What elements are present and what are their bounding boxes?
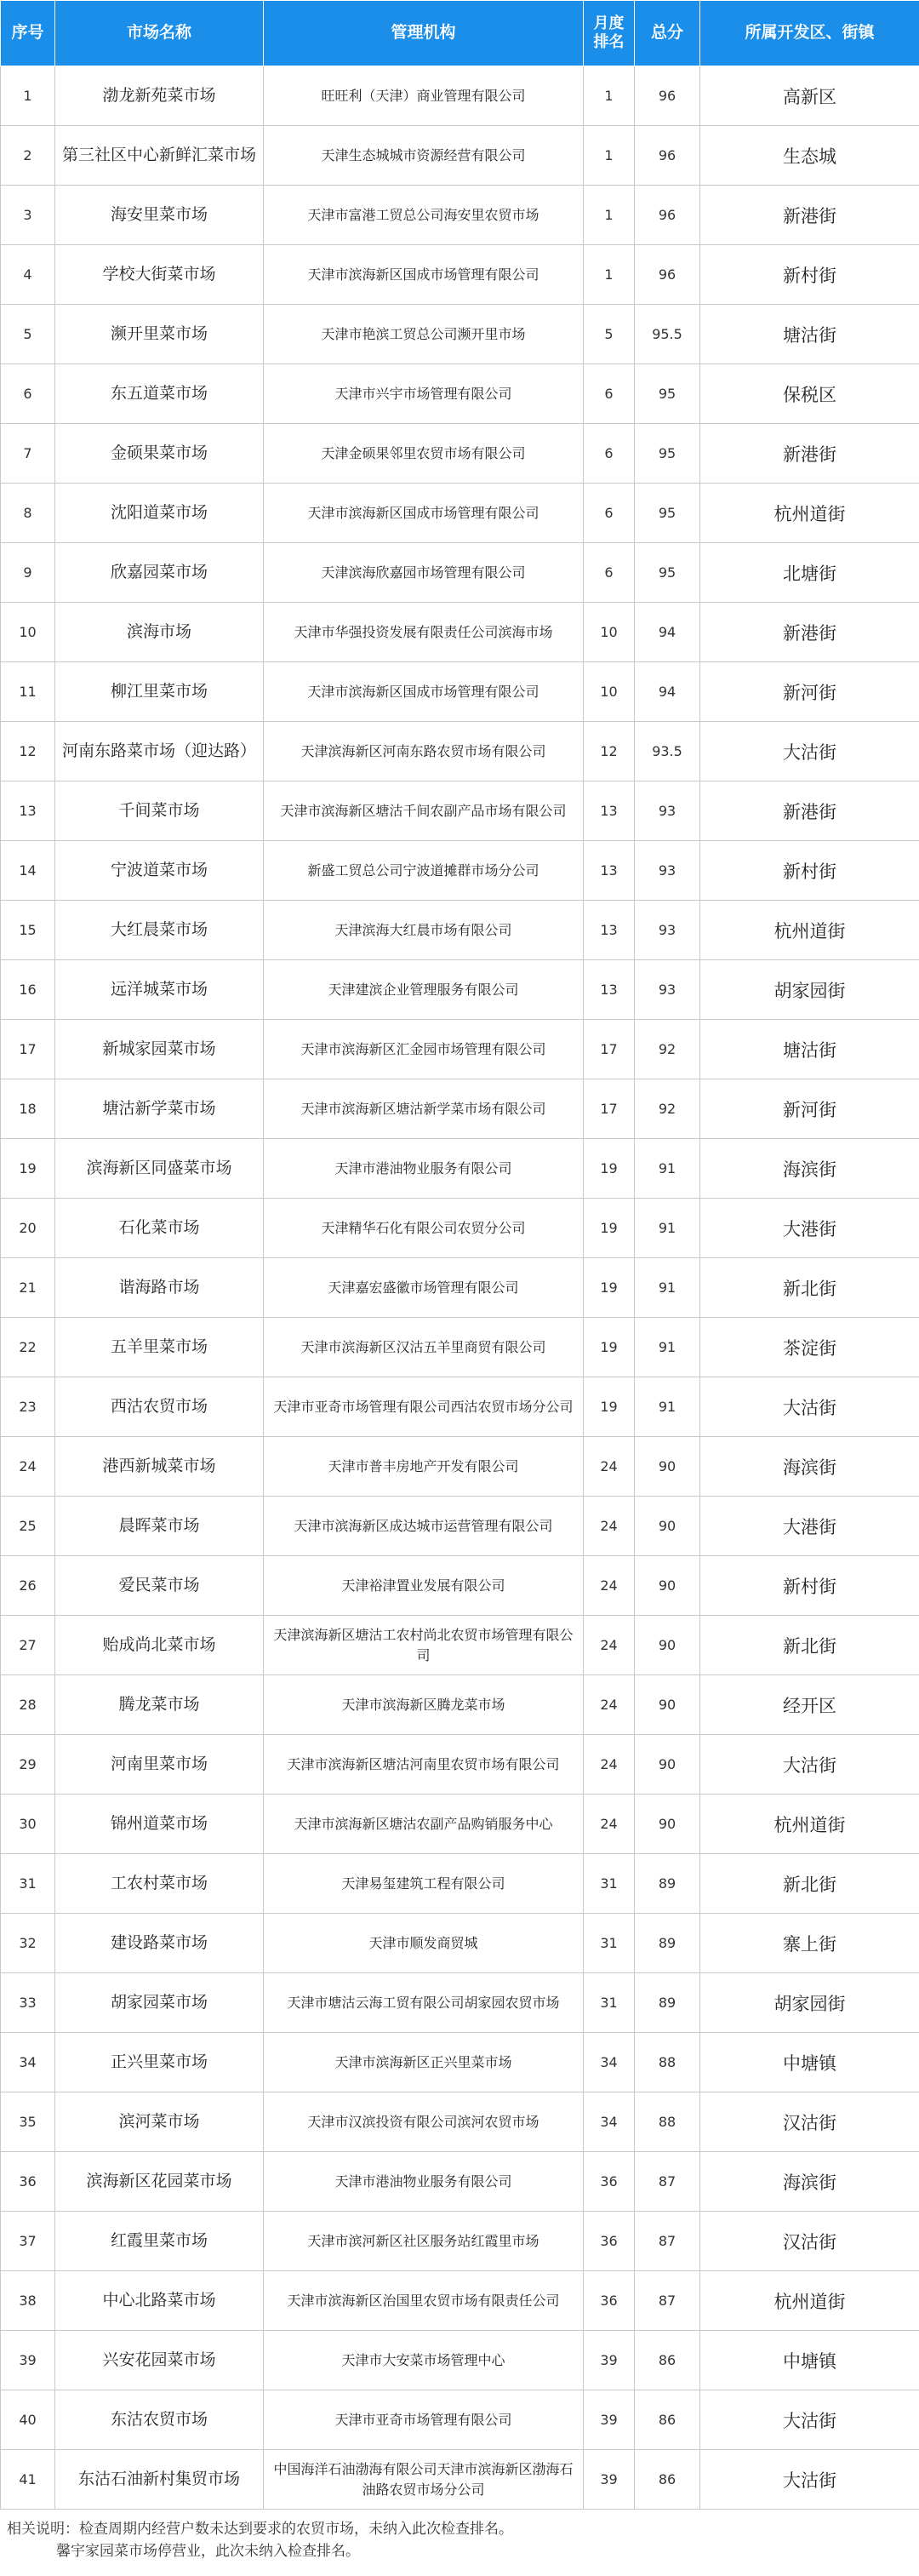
cell-market: 柳江里菜市场 (55, 662, 264, 722)
header-org: 管理机构 (264, 1, 584, 66)
cell-seq: 33 (1, 1973, 55, 2033)
cell-seq: 16 (1, 960, 55, 1020)
cell-seq: 7 (1, 424, 55, 484)
cell-month-rank: 17 (584, 1020, 635, 1079)
cell-district: 新港街 (700, 781, 919, 841)
cell-org: 天津市富港工贸总公司海安里农贸市场 (264, 186, 584, 245)
cell-score: 86 (635, 2331, 700, 2390)
cell-month-rank: 24 (584, 1497, 635, 1556)
cell-seq: 39 (1, 2331, 55, 2390)
cell-market: 滨海市场 (55, 603, 264, 662)
cell-district: 中塘镇 (700, 2331, 919, 2390)
cell-org: 天津市艳滨工贸总公司濒开里市场 (264, 305, 584, 364)
cell-score: 93 (635, 841, 700, 901)
cell-score: 96 (635, 186, 700, 245)
cell-district: 杭州道街 (700, 901, 919, 960)
cell-score: 91 (635, 1318, 700, 1377)
cell-district: 新村街 (700, 1556, 919, 1616)
table-row (1, 484, 919, 543)
cell-month-rank: 36 (584, 2212, 635, 2271)
cell-score: 89 (635, 1973, 700, 2033)
cell-district: 杭州道街 (700, 1795, 919, 1854)
header-seq: 序号 (1, 1, 55, 66)
cell-org: 天津嘉宏盛徽市场管理有限公司 (264, 1258, 584, 1318)
table-row (1, 1318, 919, 1377)
cell-seq: 38 (1, 2271, 55, 2331)
cell-org: 天津市滨海新区治国里农贸市场有限责任公司 (264, 2271, 584, 2331)
cell-month-rank: 13 (584, 901, 635, 960)
cell-market: 河南里菜市场 (55, 1735, 264, 1795)
cell-month-rank: 34 (584, 2092, 635, 2152)
cell-seq: 14 (1, 841, 55, 901)
cell-market: 金硕果菜市场 (55, 424, 264, 484)
table-row (1, 245, 919, 305)
table-row (1, 1079, 919, 1139)
cell-org: 天津市塘沽云海工贸有限公司胡家园农贸市场 (264, 1973, 584, 2033)
cell-score: 90 (635, 1616, 700, 1675)
cell-seq: 12 (1, 722, 55, 781)
table-row (1, 543, 919, 603)
cell-district: 经开区 (700, 1675, 919, 1735)
cell-seq: 1 (1, 66, 55, 126)
cell-market: 滨河菜市场 (55, 2092, 264, 2152)
cell-district: 海滨街 (700, 1437, 919, 1497)
cell-score: 95 (635, 484, 700, 543)
cell-seq: 35 (1, 2092, 55, 2152)
cell-month-rank: 10 (584, 662, 635, 722)
cell-score: 95.5 (635, 305, 700, 364)
cell-score: 89 (635, 1914, 700, 1973)
cell-market: 海安里菜市场 (55, 186, 264, 245)
table-row (1, 1556, 919, 1616)
cell-month-rank: 10 (584, 603, 635, 662)
cell-score: 87 (635, 2212, 700, 2271)
cell-month-rank: 19 (584, 1377, 635, 1437)
cell-org: 天津市滨海新区塘沽新学菜市场有限公司 (264, 1079, 584, 1139)
cell-market: 谐海路市场 (55, 1258, 264, 1318)
cell-seq: 32 (1, 1914, 55, 1973)
notes (0, 2510, 919, 2563)
cell-org: 天津滨海新区河南东路农贸市场有限公司 (264, 722, 584, 781)
cell-month-rank: 1 (584, 126, 635, 186)
cell-org: 天津市港油物业服务有限公司 (264, 2152, 584, 2212)
cell-month-rank: 34 (584, 2033, 635, 2092)
cell-seq: 25 (1, 1497, 55, 1556)
cell-month-rank: 13 (584, 960, 635, 1020)
cell-score: 88 (635, 2033, 700, 2092)
header-district: 所属开发区、街镇 (700, 1, 919, 66)
cell-seq: 15 (1, 901, 55, 960)
cell-month-rank: 24 (584, 1675, 635, 1735)
table-row (1, 2271, 919, 2331)
table-row (1, 1139, 919, 1199)
cell-seq: 29 (1, 1735, 55, 1795)
cell-month-rank: 39 (584, 2331, 635, 2390)
cell-district: 新河街 (700, 1079, 919, 1139)
table-row (1, 662, 919, 722)
cell-district: 北塘街 (700, 543, 919, 603)
table-row (1, 1914, 919, 1973)
cell-month-rank: 31 (584, 1914, 635, 1973)
cell-market: 第三社区中心新鲜汇菜市场 (55, 126, 264, 186)
cell-district: 胡家园街 (700, 960, 919, 1020)
cell-score: 95 (635, 424, 700, 484)
cell-score: 91 (635, 1139, 700, 1199)
cell-district: 新港街 (700, 186, 919, 245)
cell-month-rank: 1 (584, 186, 635, 245)
cell-district: 新村街 (700, 841, 919, 901)
cell-score: 90 (635, 1795, 700, 1854)
cell-district: 新北街 (700, 1854, 919, 1914)
table-row (1, 1258, 919, 1318)
cell-org: 天津市滨海新区国成市场管理有限公司 (264, 484, 584, 543)
cell-month-rank: 19 (584, 1318, 635, 1377)
table-row (1, 424, 919, 484)
cell-org: 天津市滨河新区社区服务站红霞里市场 (264, 2212, 584, 2271)
table-row (1, 1437, 919, 1497)
cell-score: 86 (635, 2450, 700, 2510)
cell-seq: 37 (1, 2212, 55, 2271)
cell-score: 90 (635, 1437, 700, 1497)
cell-score: 94 (635, 662, 700, 722)
cell-seq: 8 (1, 484, 55, 543)
cell-org: 天津裕津置业发展有限公司 (264, 1556, 584, 1616)
header-month-rank: 月度排名 (584, 1, 635, 66)
cell-market: 晨晖菜市场 (55, 1497, 264, 1556)
cell-district: 海滨街 (700, 1139, 919, 1199)
cell-seq: 24 (1, 1437, 55, 1497)
cell-score: 96 (635, 245, 700, 305)
cell-month-rank: 19 (584, 1258, 635, 1318)
note-line-2: 馨宇家园菜市场停营业，此次未纳入检查排名。 (56, 2543, 360, 2561)
cell-score: 89 (635, 1854, 700, 1914)
cell-month-rank: 24 (584, 1437, 635, 1497)
note-line-1: 相关说明：检查周期内经营户数未达到要求的农贸市场，未纳入此次检查排名。 (7, 2521, 513, 2538)
table-row (1, 305, 919, 364)
cell-market: 红霞里菜市场 (55, 2212, 264, 2271)
cell-district: 大港街 (700, 1497, 919, 1556)
cell-market: 学校大街菜市场 (55, 245, 264, 305)
cell-score: 93 (635, 781, 700, 841)
cell-org: 天津建滨企业管理服务有限公司 (264, 960, 584, 1020)
cell-market: 东五道菜市场 (55, 364, 264, 424)
table-row (1, 1675, 919, 1735)
cell-org: 天津市港油物业服务有限公司 (264, 1139, 584, 1199)
cell-month-rank: 13 (584, 781, 635, 841)
cell-district: 新河街 (700, 662, 919, 722)
cell-org: 天津市华强投资发展有限责任公司滨海市场 (264, 603, 584, 662)
cell-market: 腾龙菜市场 (55, 1675, 264, 1735)
table-row (1, 126, 919, 186)
cell-month-rank: 13 (584, 841, 635, 901)
cell-org: 天津市滨海新区正兴里菜市场 (264, 2033, 584, 2092)
cell-org: 天津市滨海新区国成市场管理有限公司 (264, 245, 584, 305)
cell-seq: 4 (1, 245, 55, 305)
cell-market: 贻成尚北菜市场 (55, 1616, 264, 1675)
cell-market: 大红晨菜市场 (55, 901, 264, 960)
cell-month-rank: 1 (584, 66, 635, 126)
cell-org: 天津市顺发商贸城 (264, 1914, 584, 1973)
cell-seq: 40 (1, 2390, 55, 2450)
cell-org: 天津市大安菜市场管理中心 (264, 2331, 584, 2390)
table-row (1, 1199, 919, 1258)
table-row (1, 1497, 919, 1556)
cell-seq: 5 (1, 305, 55, 364)
table-row (1, 2033, 919, 2092)
cell-org: 新盛工贸总公司宁波道摊群市场分公司 (264, 841, 584, 901)
cell-district: 海滨街 (700, 2152, 919, 2212)
cell-market: 港西新城菜市场 (55, 1437, 264, 1497)
cell-score: 91 (635, 1377, 700, 1437)
cell-seq: 2 (1, 126, 55, 186)
cell-org: 天津滨海欣嘉园市场管理有限公司 (264, 543, 584, 603)
cell-seq: 34 (1, 2033, 55, 2092)
cell-month-rank: 24 (584, 1556, 635, 1616)
table-row (1, 1616, 919, 1675)
cell-org: 天津市亚奇市场管理有限公司西沽农贸市场分公司 (264, 1377, 584, 1437)
cell-month-rank: 5 (584, 305, 635, 364)
cell-district: 大沽街 (700, 1377, 919, 1437)
cell-org: 天津市滨海新区成达城市运营管理有限公司 (264, 1497, 584, 1556)
table-row (1, 781, 919, 841)
cell-district: 新村街 (700, 245, 919, 305)
cell-seq: 13 (1, 781, 55, 841)
cell-month-rank: 39 (584, 2450, 635, 2510)
cell-org: 天津市普丰房地产开发有限公司 (264, 1437, 584, 1497)
cell-org: 天津市滨海新区汉沽五羊里商贸有限公司 (264, 1318, 584, 1377)
cell-score: 92 (635, 1020, 700, 1079)
cell-score: 95 (635, 364, 700, 424)
cell-score: 93.5 (635, 722, 700, 781)
table-row (1, 2212, 919, 2271)
cell-market: 正兴里菜市场 (55, 2033, 264, 2092)
table-row (1, 1973, 919, 2033)
cell-score: 86 (635, 2390, 700, 2450)
table-row (1, 1854, 919, 1914)
cell-district: 新北街 (700, 1258, 919, 1318)
cell-seq: 26 (1, 1556, 55, 1616)
table-row (1, 2331, 919, 2390)
cell-month-rank: 1 (584, 245, 635, 305)
cell-org: 天津生态城城市资源经营有限公司 (264, 126, 584, 186)
table-header-row (1, 1, 919, 66)
cell-market: 石化菜市场 (55, 1199, 264, 1258)
cell-score: 93 (635, 901, 700, 960)
cell-market: 东沽石油新村集贸市场 (55, 2450, 264, 2510)
cell-district: 中塘镇 (700, 2033, 919, 2092)
cell-org: 天津市兴宇市场管理有限公司 (264, 364, 584, 424)
cell-market: 胡家园菜市场 (55, 1973, 264, 2033)
cell-district: 塘沽街 (700, 305, 919, 364)
cell-market: 中心北路菜市场 (55, 2271, 264, 2331)
cell-score: 95 (635, 543, 700, 603)
cell-market: 宁波道菜市场 (55, 841, 264, 901)
cell-org: 天津市滨海新区塘沽千间农副产品市场有限公司 (264, 781, 584, 841)
cell-org: 天津精华石化有限公司农贸分公司 (264, 1199, 584, 1258)
cell-org: 天津滨海新区塘沽工农村尚北农贸市场管理有限公司 (264, 1616, 584, 1675)
cell-seq: 3 (1, 186, 55, 245)
header-score: 总分 (635, 1, 700, 66)
cell-month-rank: 39 (584, 2390, 635, 2450)
cell-score: 90 (635, 1556, 700, 1616)
table-row (1, 1735, 919, 1795)
cell-district: 保税区 (700, 364, 919, 424)
cell-market: 五羊里菜市场 (55, 1318, 264, 1377)
table-row (1, 1377, 919, 1437)
cell-district: 生态城 (700, 126, 919, 186)
cell-score: 88 (635, 2092, 700, 2152)
cell-market: 新城家园菜市场 (55, 1020, 264, 1079)
cell-district: 杭州道街 (700, 2271, 919, 2331)
cell-market: 建设路菜市场 (55, 1914, 264, 1973)
table-row (1, 2390, 919, 2450)
cell-district: 高新区 (700, 66, 919, 126)
cell-seq: 28 (1, 1675, 55, 1735)
cell-district: 杭州道街 (700, 484, 919, 543)
cell-market: 爱民菜市场 (55, 1556, 264, 1616)
cell-market: 河南东路菜市场（迎达路） (55, 722, 264, 781)
table-row (1, 2092, 919, 2152)
cell-district: 大沽街 (700, 1735, 919, 1795)
cell-score: 94 (635, 603, 700, 662)
cell-seq: 22 (1, 1318, 55, 1377)
cell-month-rank: 6 (584, 484, 635, 543)
cell-seq: 20 (1, 1199, 55, 1258)
cell-district: 汉沽街 (700, 2092, 919, 2152)
cell-market: 渤龙新苑菜市场 (55, 66, 264, 126)
cell-market: 远洋城菜市场 (55, 960, 264, 1020)
cell-org: 旺旺利（天津）商业管理有限公司 (264, 66, 584, 126)
cell-month-rank: 6 (584, 364, 635, 424)
table-row (1, 1020, 919, 1079)
cell-org: 天津市滨海新区腾龙菜市场 (264, 1675, 584, 1735)
cell-seq: 18 (1, 1079, 55, 1139)
cell-market: 千间菜市场 (55, 781, 264, 841)
cell-org: 天津金硕果邻里农贸市场有限公司 (264, 424, 584, 484)
cell-seq: 10 (1, 603, 55, 662)
table-row (1, 2152, 919, 2212)
cell-market: 沈阳道菜市场 (55, 484, 264, 543)
table-row (1, 841, 919, 901)
cell-score: 96 (635, 66, 700, 126)
table-row (1, 960, 919, 1020)
cell-org: 天津滨海大红晨市场有限公司 (264, 901, 584, 960)
cell-market: 塘沽新学菜市场 (55, 1079, 264, 1139)
cell-month-rank: 24 (584, 1735, 635, 1795)
table-row (1, 186, 919, 245)
cell-seq: 36 (1, 2152, 55, 2212)
cell-market: 滨海新区同盛菜市场 (55, 1139, 264, 1199)
cell-market: 东沽农贸市场 (55, 2390, 264, 2450)
cell-district: 汉沽街 (700, 2212, 919, 2271)
cell-org: 中国海洋石油渤海有限公司天津市滨海新区渤海石油路农贸市场分公司 (264, 2450, 584, 2510)
cell-seq: 6 (1, 364, 55, 424)
cell-score: 90 (635, 1735, 700, 1795)
table-row (1, 603, 919, 662)
cell-seq: 31 (1, 1854, 55, 1914)
cell-month-rank: 36 (584, 2271, 635, 2331)
cell-seq: 19 (1, 1139, 55, 1199)
cell-seq: 27 (1, 1616, 55, 1675)
cell-org: 天津市滨海新区塘沽农副产品购销服务中心 (264, 1795, 584, 1854)
table-row (1, 722, 919, 781)
cell-org: 天津市滨海新区汇金园市场管理有限公司 (264, 1020, 584, 1079)
cell-district: 寨上街 (700, 1914, 919, 1973)
cell-district: 大沽街 (700, 2450, 919, 2510)
cell-month-rank: 12 (584, 722, 635, 781)
cell-month-rank: 36 (584, 2152, 635, 2212)
cell-district: 茶淀街 (700, 1318, 919, 1377)
table-row (1, 901, 919, 960)
header-market: 市场名称 (55, 1, 264, 66)
cell-market: 锦州道菜市场 (55, 1795, 264, 1854)
cell-org: 天津易玺建筑工程有限公司 (264, 1854, 584, 1914)
cell-market: 欣嘉园菜市场 (55, 543, 264, 603)
cell-seq: 41 (1, 2450, 55, 2510)
cell-month-rank: 31 (584, 1973, 635, 2033)
cell-month-rank: 6 (584, 543, 635, 603)
cell-month-rank: 17 (584, 1079, 635, 1139)
cell-score: 92 (635, 1079, 700, 1139)
cell-seq: 30 (1, 1795, 55, 1854)
cell-district: 新北街 (700, 1616, 919, 1675)
cell-seq: 17 (1, 1020, 55, 1079)
table-row (1, 1795, 919, 1854)
table-row (1, 2450, 919, 2510)
cell-score: 93 (635, 960, 700, 1020)
cell-score: 90 (635, 1675, 700, 1735)
cell-seq: 9 (1, 543, 55, 603)
cell-market: 西沽农贸市场 (55, 1377, 264, 1437)
cell-score: 91 (635, 1258, 700, 1318)
table-row (1, 66, 919, 126)
cell-market: 工农村菜市场 (55, 1854, 264, 1914)
cell-district: 大沽街 (700, 2390, 919, 2450)
cell-month-rank: 19 (584, 1199, 635, 1258)
cell-market: 滨海新区花园菜市场 (55, 2152, 264, 2212)
cell-score: 96 (635, 126, 700, 186)
cell-seq: 11 (1, 662, 55, 722)
cell-org: 天津市汉滨投资有限公司滨河农贸市场 (264, 2092, 584, 2152)
cell-score: 91 (635, 1199, 700, 1258)
table-row (1, 364, 919, 424)
cell-month-rank: 24 (584, 1795, 635, 1854)
cell-score: 87 (635, 2271, 700, 2331)
cell-district: 新港街 (700, 603, 919, 662)
cell-org: 天津市滨海新区国成市场管理有限公司 (264, 662, 584, 722)
cell-month-rank: 24 (584, 1616, 635, 1675)
cell-market: 兴安花园菜市场 (55, 2331, 264, 2390)
cell-score: 87 (635, 2152, 700, 2212)
cell-district: 新港街 (700, 424, 919, 484)
cell-month-rank: 19 (584, 1139, 635, 1199)
cell-market: 濒开里菜市场 (55, 305, 264, 364)
cell-district: 塘沽街 (700, 1020, 919, 1079)
cell-district: 大港街 (700, 1199, 919, 1258)
cell-org: 天津市滨海新区塘沽河南里农贸市场有限公司 (264, 1735, 584, 1795)
cell-month-rank: 6 (584, 424, 635, 484)
cell-org: 天津市亚奇市场管理有限公司 (264, 2390, 584, 2450)
cell-district: 胡家园街 (700, 1973, 919, 2033)
cell-seq: 21 (1, 1258, 55, 1318)
cell-district: 大沽街 (700, 722, 919, 781)
cell-score: 90 (635, 1497, 700, 1556)
cell-seq: 23 (1, 1377, 55, 1437)
cell-month-rank: 31 (584, 1854, 635, 1914)
